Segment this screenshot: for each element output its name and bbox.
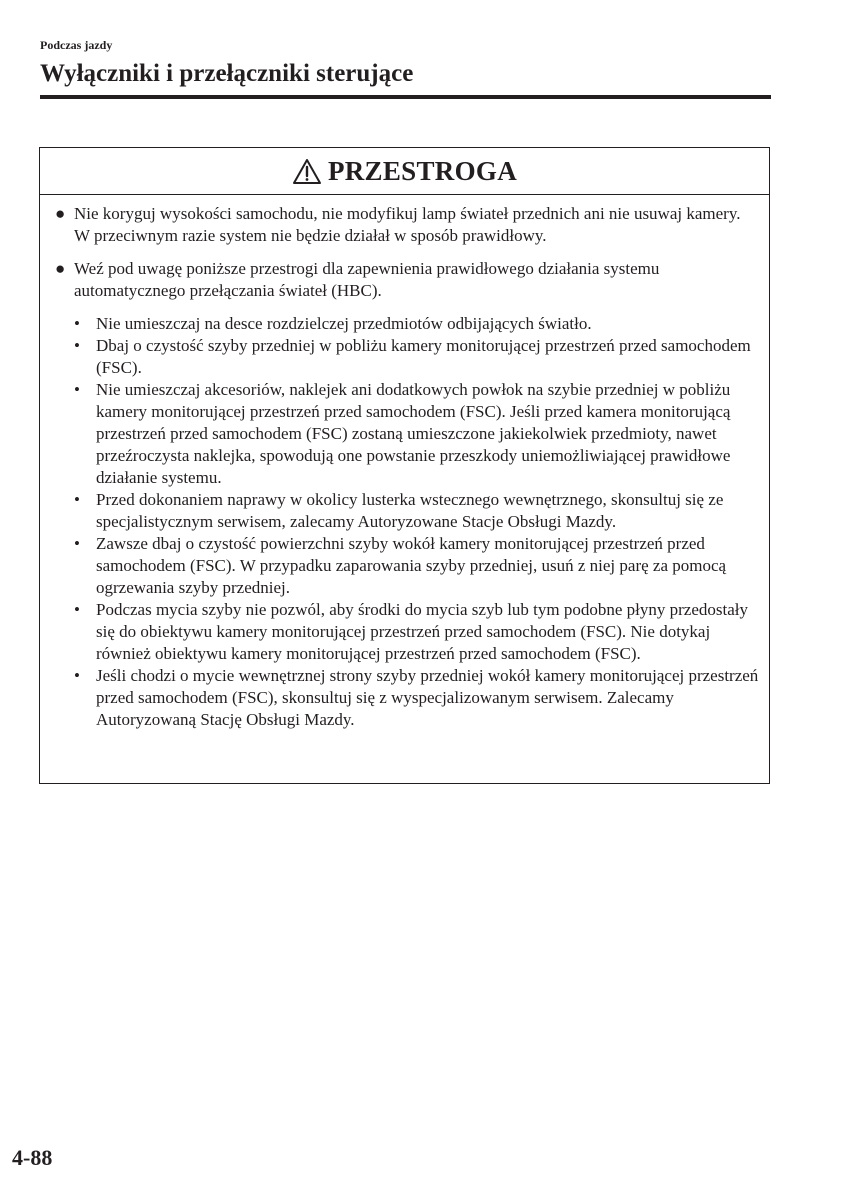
main-item-text: Nie koryguj wysokości samochodu, nie modyfikuj lamp świateł przednich ani nie usuwaj kamery. W przeciwnym razie system nie będzie działał w sposób prawidłowy. <box>74 204 741 245</box>
sub-item <box>74 533 759 599</box>
sub-bullet: • <box>74 314 80 333</box>
main-item <box>50 203 759 247</box>
sub-item <box>74 489 759 533</box>
page-number: 4-88 <box>12 1145 53 1170</box>
sub-bullet: • <box>74 490 80 509</box>
title-rule <box>40 95 771 99</box>
sub-item <box>74 665 759 731</box>
sub-item <box>74 599 759 665</box>
caution-box <box>39 147 770 784</box>
main-item <box>50 258 759 302</box>
caution-body <box>40 195 769 731</box>
bullet-dot: ● <box>55 204 66 223</box>
caution-title: PRZESTROGA <box>327 155 518 186</box>
sub-bullet: • <box>74 380 80 399</box>
sub-item <box>74 313 759 335</box>
sub-item-text: Przed dokonaniem naprawy w okolicy lusterka wstecznego wewnętrznego, skonsultuj się ze specjalistycznym serwisem, zalecamy Autoryzowane Stacje Obsługi Mazdy. <box>96 490 724 531</box>
bullet-dot: ● <box>55 259 66 278</box>
sub-bullet: • <box>74 534 80 553</box>
sub-item <box>74 335 759 379</box>
sub-item-text: Jeśli chodzi o mycie wewnętrznej strony szyby przedniej wokół kamery monitorującej przestrzeń przed samochodem (FSC), skonsultuj się z wyspecjalizowanym serwisem. Zalecamy Autoryzowaną Stację Obsługi Mazdy. <box>96 666 759 729</box>
warning-triangle-icon <box>292 158 322 185</box>
sub-item <box>74 379 759 489</box>
sub-item-text: Dbaj o czystość szyby przedniej w pobliżu kamery monitorującej przestrzeń przed samochodem (FSC). <box>96 336 751 377</box>
sub-item-text: Zawsze dbaj o czystość powierzchni szyby wokół kamery monitorującej przestrzeń przed samochodem (FSC). W przypadku zaparowania szyby przedniej, usuń z niej parę za pomocą ogrzewania szyby przedniej. <box>96 534 727 597</box>
section-label: Podczas jazdy <box>40 38 113 52</box>
sub-item-text: Podczas mycia szyby nie pozwól, aby środki do mycia szyb lub tym podobne płyny przedostały się do obiektywu kamery monitorującej przestrzeń przed samochodem (FSC). Nie dotykaj również obiektywu kamery monitorującej przestrzeń przed samochodem (FSC). <box>96 600 749 663</box>
sub-item-text: Nie umieszczaj akcesoriów, naklejek ani dodatkowych powłok na szybie przedniej w pobliżu kamery monitorującej przestrzeń przed samochodem (FSC). Jeśli przed kamera monitorującą przestrzeń przed samochodem (FSC) zostaną umieszczone jakiekolwiek przedmioty, nawet przeźroczysta naklejka, spowodują one powstanie przeszkody uniemożliwiającej prawidłowe działanie systemu. <box>96 380 731 487</box>
main-item-text: Weź pod uwagę poniższe przestrogi dla zapewnienia prawidłowego działania systemu automatycznego przełączania świateł (HBC). <box>74 259 660 300</box>
sub-list <box>50 313 759 731</box>
sub-bullet: • <box>74 600 80 619</box>
sub-bullet: • <box>74 666 80 685</box>
sub-bullet: • <box>74 336 80 355</box>
page-title: Wyłączniki i przełączniki sterujące <box>40 60 414 87</box>
sub-item-text: Nie umieszczaj na desce rozdzielczej przedmiotów odbijających światło. <box>96 314 592 333</box>
caution-header <box>40 148 769 195</box>
